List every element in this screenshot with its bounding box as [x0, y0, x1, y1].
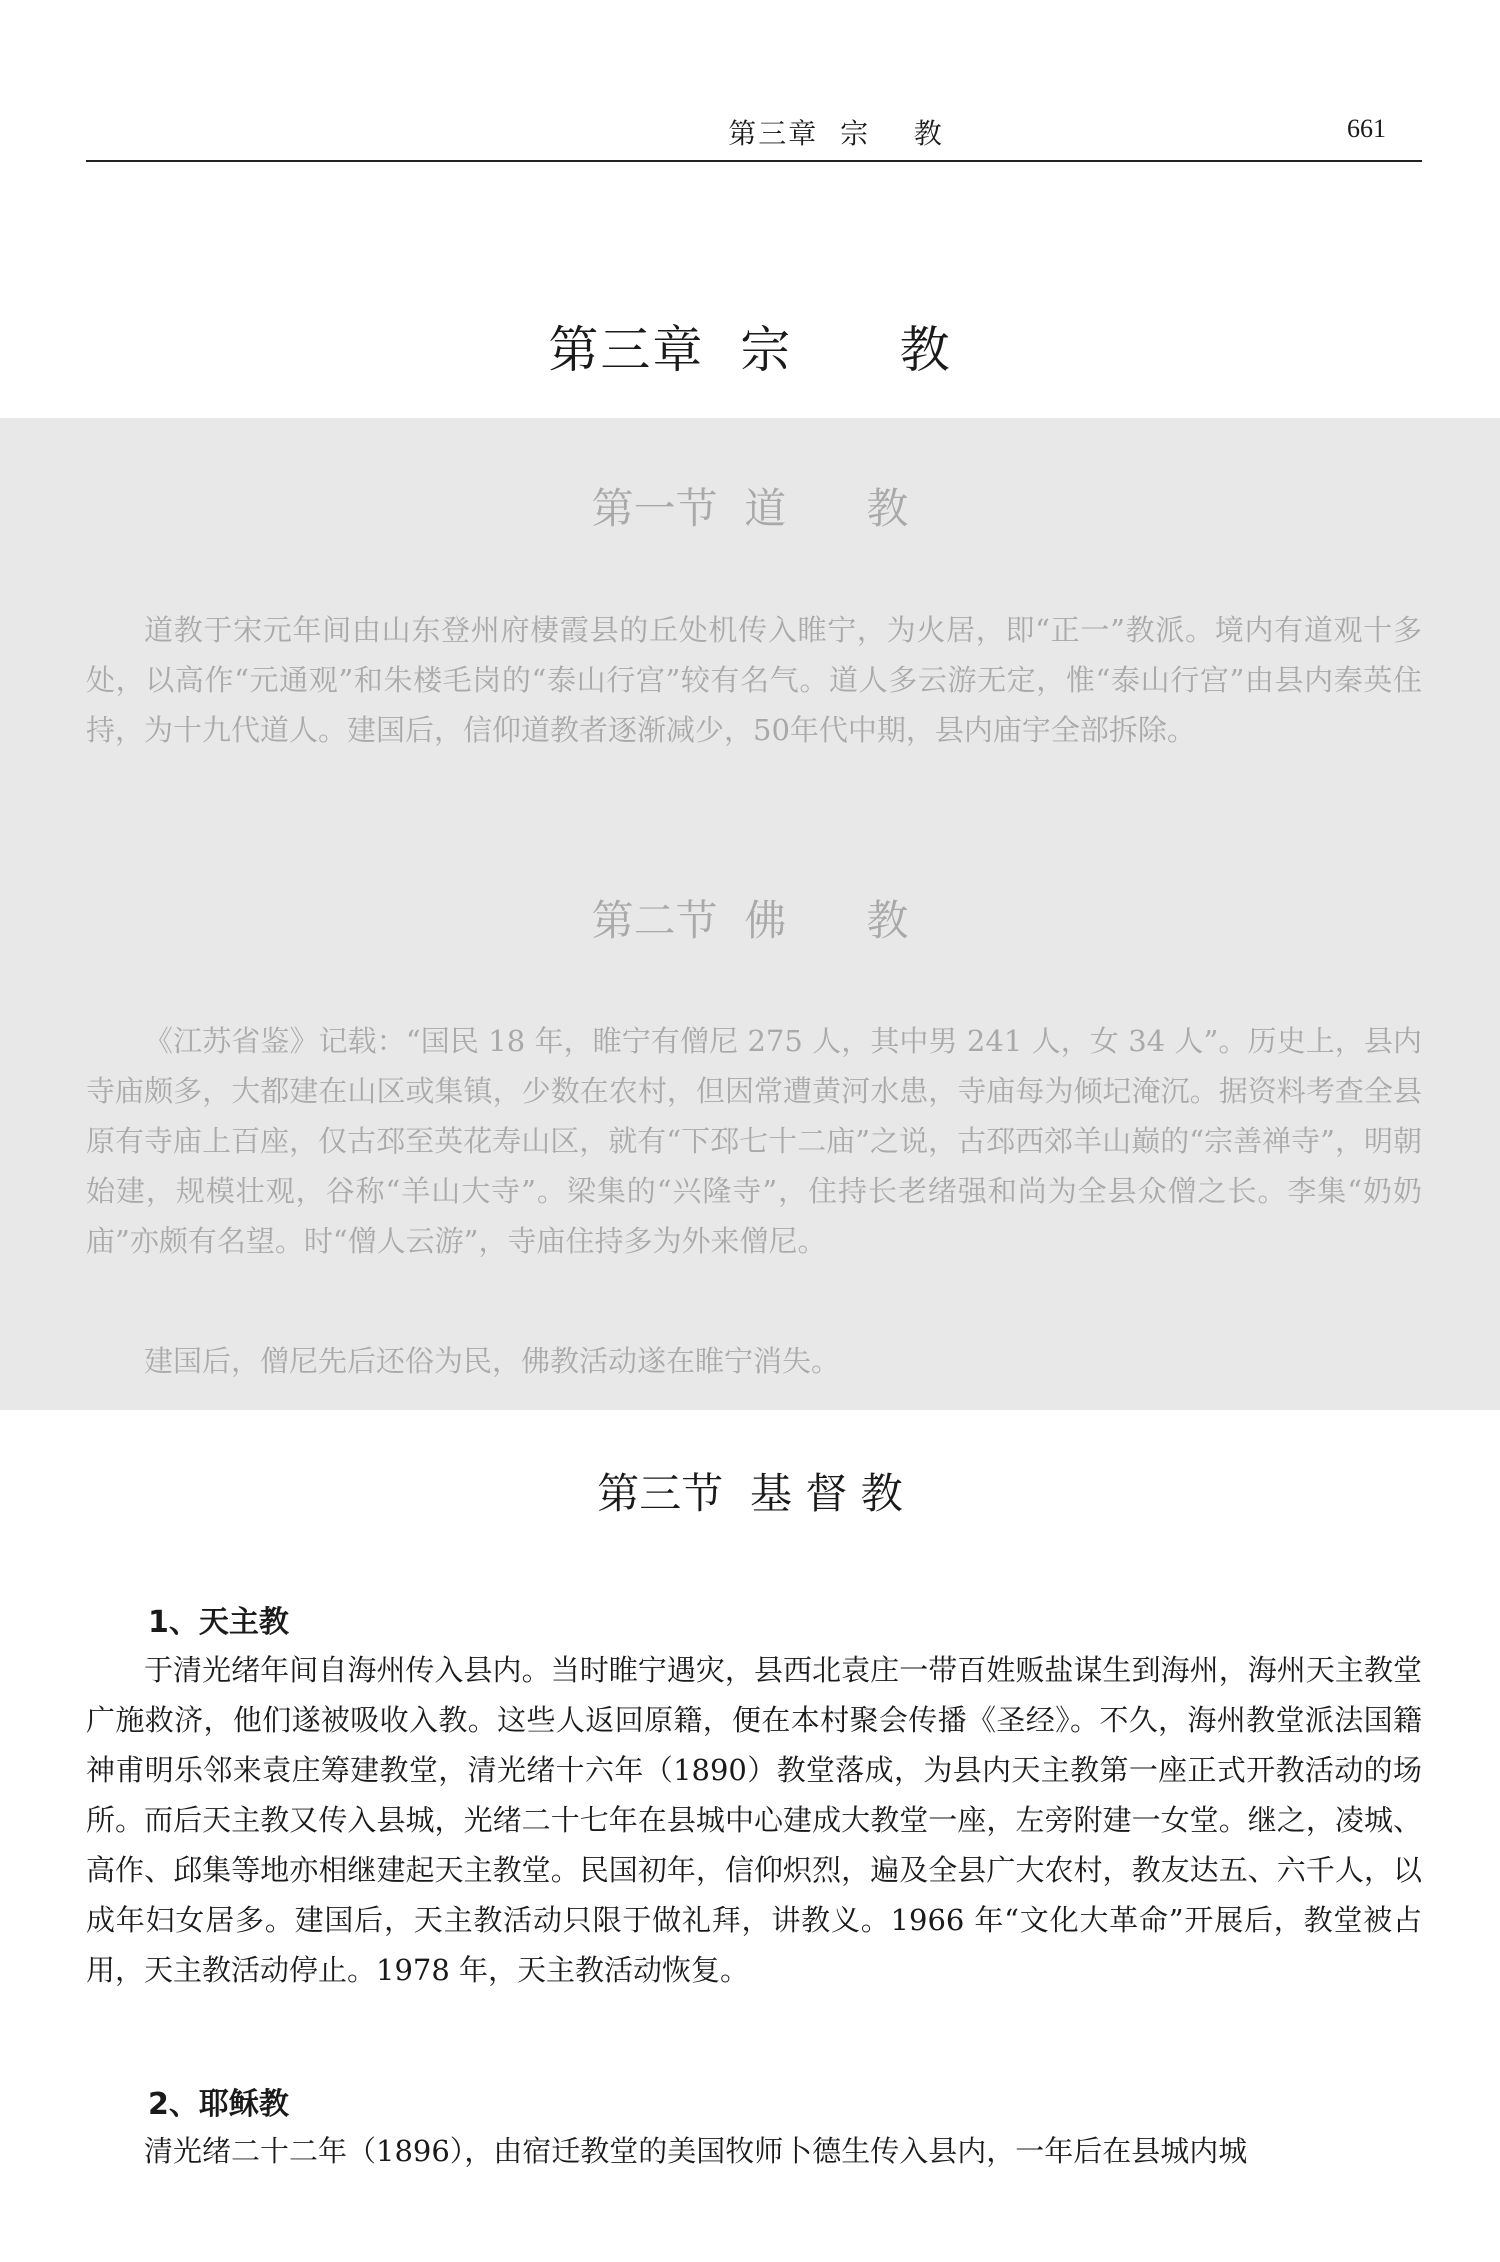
page-number: 661 — [1347, 114, 1386, 143]
subheading-catholicism: 1、天主教 — [148, 1605, 289, 1640]
paragraph-buddhism-2: 建国后，僧尼先后还俗为民，佛教活动遂在睢宁消失。 — [144, 1344, 841, 1378]
paragraph-buddhism-1: 《江苏省鉴》记载：“国民 18 年，睢宁有僧尼 275 人，其中男 241 人，女 34 人”。历史上，县内寺庙颇多，大都建在山区或集镇，少数在农村，但因常遭黄河水患，寺庙每为倾圮淹沉。据资料考查全县原有寺庙上百座，仅古邳至英花寿山区，就有“下邳七十二庙”之说，古邳西郊羊山巅的“宗善禅寺”，明朝始建，规模壮观，谷称“羊山大寺”。梁集的“兴隆寺”，住持长老绪强和尚为全县众僧之长。李集“奶奶庙”亦颇有名望。时“僧人云游”，寺庙住持多为外来僧尼。 — [86, 1024, 1422, 1258]
section-title-taoism: 第一节 道 教 — [591, 484, 909, 533]
chapter-title: 第三章 宗 教 — [548, 321, 952, 379]
subheading-protestantism: 2、耶稣教 — [148, 2087, 289, 2122]
paragraph-protestantism: 清光绪二十二年（1896），由宿迁教堂的美国牧师卜德生传入县内，一年后在县城内城 — [144, 2134, 1248, 2168]
section-title-buddhism: 第二节 佛 教 — [591, 896, 909, 945]
paragraph-catholicism: 于清光绪年间自海州传入县内。当时睢宁遇灾，县西北袁庄一带百姓贩盐谋生到海州，海州天主教堂广施救济，他们遂被吸收入教。这些人返回原籍，便在本村聚会传播《圣经》。不久，海州教堂派法国籍神甫明乐邻来袁庄筹建教堂，清光绪十六年（1890）教堂落成，为县内天主教第一座正式开教活动的场所。而后天主教又传入县城，光绪二十七年在县城中心建成大教堂一座，左旁附建一女堂。继之，凌城、高作、邱集等地亦相继建起天主教堂。民国初年，信仰炽烈，遍及全县广大农村，教友达五、六千人，以成年妇女居多。建国后，天主教活动只限于做礼拜，讲教义。1966 年“文化大革命”开展后，教堂被占用，天主教活动停止。1978 年，天主教活动恢复。 — [86, 1653, 1422, 1987]
section-title-christianity: 第三节 基 督 教 — [597, 1469, 903, 1518]
page-header — [86, 108, 1422, 162]
running-title: 第三章 宗 教 — [728, 117, 944, 150]
paragraph-taoism: 道教于宋元年间由山东登州府棲霞县的丘处机传入睢宁，为火居，即“正一”教派。境内有道观十多处，以高作“元通观”和朱楼毛岗的“泰山行宫”较有名气。道人多云游无定，惟“泰山行宫”由县内秦英住持，为十九代道人。建国后，信仰道教者逐渐减少，50年代中期，县内庙宇全部拆除。 — [86, 613, 1422, 747]
